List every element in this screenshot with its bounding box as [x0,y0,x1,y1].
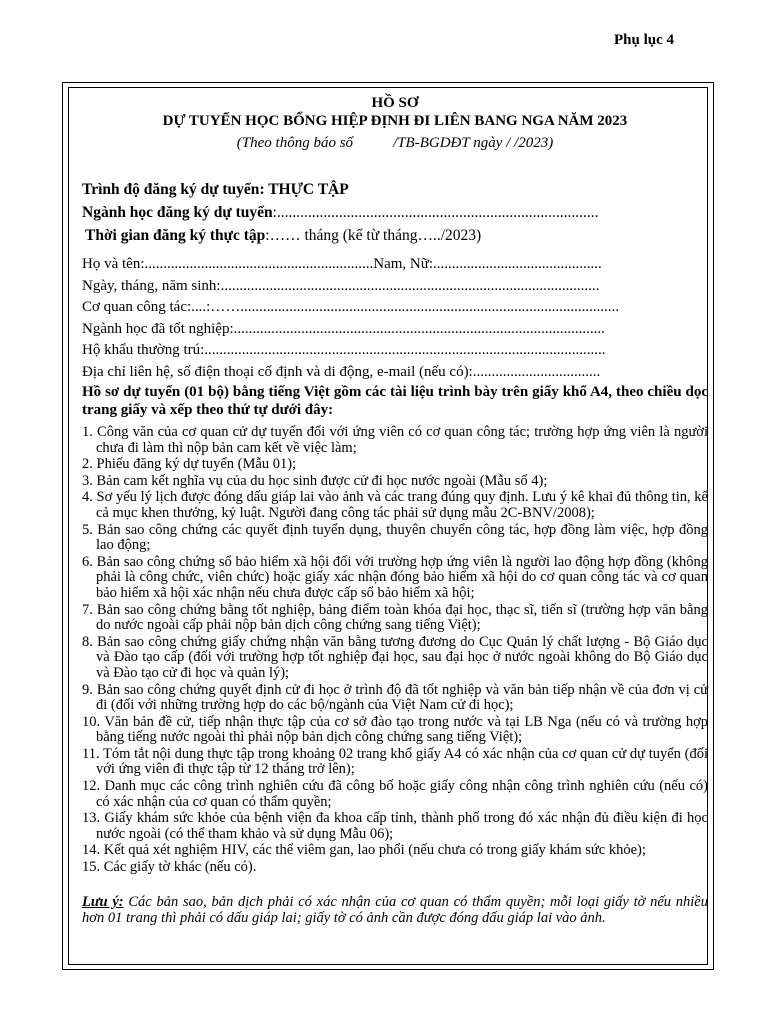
list-item: 5. Bản sao công chứng các quyết định tuyển dụng, thuyên chuyển công tác, hợp đồng làm việc, hợp đồng lao động; [82,521,708,554]
reference-line [82,133,708,153]
list-item: 2. Phiếu đăng ký dự tuyển (Mẫu 01); [82,456,297,473]
major-value: :................................................................................... [272,204,599,221]
level-value: : THỰC TẬP [259,181,349,198]
document-title: HỒ SƠ [371,95,419,111]
residence-field: Hộ khẩu thường trú:........................................................................................................... [82,342,606,358]
list-item: 10. Văn bản đề cử, tiếp nhận thực tập của cơ sở đào tạo trong nước và tại LB Nga (nếu có và trường hợp bằng tiếng nước ngoài thì phải nộp bản dịch công chứng sang tiếng Việt); [82,713,708,746]
list-item: 14. Kết quả xét nghiệm HIV, các thể viêm gan, lao phổi (nếu chưa có trong giấy khám sức khỏe); [82,842,646,859]
major-line [82,201,708,224]
birthdate-field: Ngày, tháng, năm sinh:..................................................................................................... [82,277,600,294]
level-label: Trình độ đăng ký dự tuyển [82,181,260,198]
workplace-field: Cơ quan công tác:....:……..................................................................................................... [82,299,620,315]
level-line [82,178,708,201]
note [82,894,708,926]
list-item: 3. Bản cam kết nghĩa vụ của du học sinh được cử đi học nước ngoài (Mẫu số 4); [82,472,548,489]
list-item: 1. Công văn của cơ quan cử dự tuyển đối với ứng viên có cơ quan công tác; trường hợp ứng viên là người chưa đi làm thì nộp bản cam kết về việc làm; [82,424,708,456]
list-item: 9. Bản sao công chứng quyết định cử đi học ở trình độ đã tốt nghiệp và văn bản tiếp nhận về của đơn vị cử đi (đối với những trường hợp do các bộ/ngành của Việt Nam cử đi học); [82,681,708,714]
period-label: Thời gian đăng ký thực tập [85,227,266,244]
list-item: 12. Danh mục các công trình nghiên cứu đã công bố hoặc giấy công nhận công trình nghiên cứu (nếu có) có xác nhận của cơ quan có thẩm quyền; [82,778,708,810]
dossier-intro: Hồ sơ dự tuyển (01 bộ) bằng tiếng Việt gồm các tài liệu trình bày trên giấy khổ A4, theo chiều dọc trang giấy và xếp theo thứ tự dưới đây: [82,384,708,418]
note-text: Các bản sao, bản dịch phải có xác nhận của cơ quan có thẩm quyền; mỗi loại giấy tờ nếu nhiều hơn 01 trang thì phải có dấu giáp lai; giấy tờ có ảnh cần được đóng dấu giáp lai vào ảnh. [82,893,708,926]
major-label: Ngành học đăng ký dự tuyển [82,204,273,221]
list-item: 13. Giấy khám sức khỏe của bệnh viện đa khoa cấp tỉnh, thành phố trong đó xác nhận đủ điều kiện đi học nước ngoài (có thể tham khảo và sử dụng Mẫu 06); [82,810,708,842]
list-item: 11. Tóm tắt nội dung thực tập trong khoảng 02 trang khổ giấy A4 có xác nhận của cơ quan cử dự tuyển (đối với ứng viên đi thực tập từ 12 tháng trở lên); [82,745,708,778]
document-list [82,425,708,876]
period-value: :…… tháng (kể từ tháng…../2023) [265,227,482,244]
contact-field: Địa chỉ liên hệ, số điện thoại cố định và di động, e-mail (nếu có):.................................. [82,363,601,380]
note-label: Lưu ý: [82,893,124,910]
list-item: 6. Bản sao công chứng sổ bảo hiểm xã hội đối với trường hợp ứng viên là người lao động hợp đồng (không phải là công chức, viên chức) hoặc giấy xác nhận đóng bảo hiểm xã hội do cơ quan công tác và cơ quan bảo hiểm xã hội xác nhận nếu chưa được cấp sổ bảo hiểm xã hội; [82,553,708,601]
document-body [82,94,708,926]
period-line [82,224,708,247]
document-subtitle: DỰ TUYỂN HỌC BỔNG HIỆP ĐỊNH ĐI LIÊN BANG NGA NĂM 2023 [162,113,628,129]
appendix-label: Phụ lục 4 [613,32,674,48]
list-item: 15. Các giấy tờ khác (nếu có). [82,859,257,876]
list-item: 8. Bản sao công chứng giấy chứng nhận văn bằng tương đương do Cục Quản lý chất lượng - Bộ Giáo dục và Đào tạo cấp (đối với trường hợp tốt nghiệp đại học, sau đại học ở nước ngoài không do Bộ Giáo dục và Đào tạo cử đi học và quản lý); [82,633,708,681]
reference-suffix: /TB-BGDĐT ngày / /2023) [393,135,554,151]
list-item: 7. Bản sao công chứng bằng tốt nghiệp, bảng điểm toàn khóa đại học, thạc sĩ, tiến sĩ (trường hợp văn bằng do nước ngoài cấp phải nộp bản dịch công chứng sang tiếng Việt); [82,601,708,634]
graduated-major-field: Ngành học đã tốt nghiệp:................................................................................................... [82,320,605,337]
name-field: Họ và tên:.............................................................Nam, Nữ:............................................. [82,256,602,272]
reference-prefix: (Theo thông báo số [236,135,354,151]
list-item: 4. Sơ yếu lý lịch được đóng dấu giáp lai vào ảnh và các trang đúng quy định. Lưu ý kê khai đủ thông tin, kể cả mục khen thưởng, kỷ luật. Người đang công tác phải sử dụng mẫu 2C-BNV/2008); [82,489,708,521]
